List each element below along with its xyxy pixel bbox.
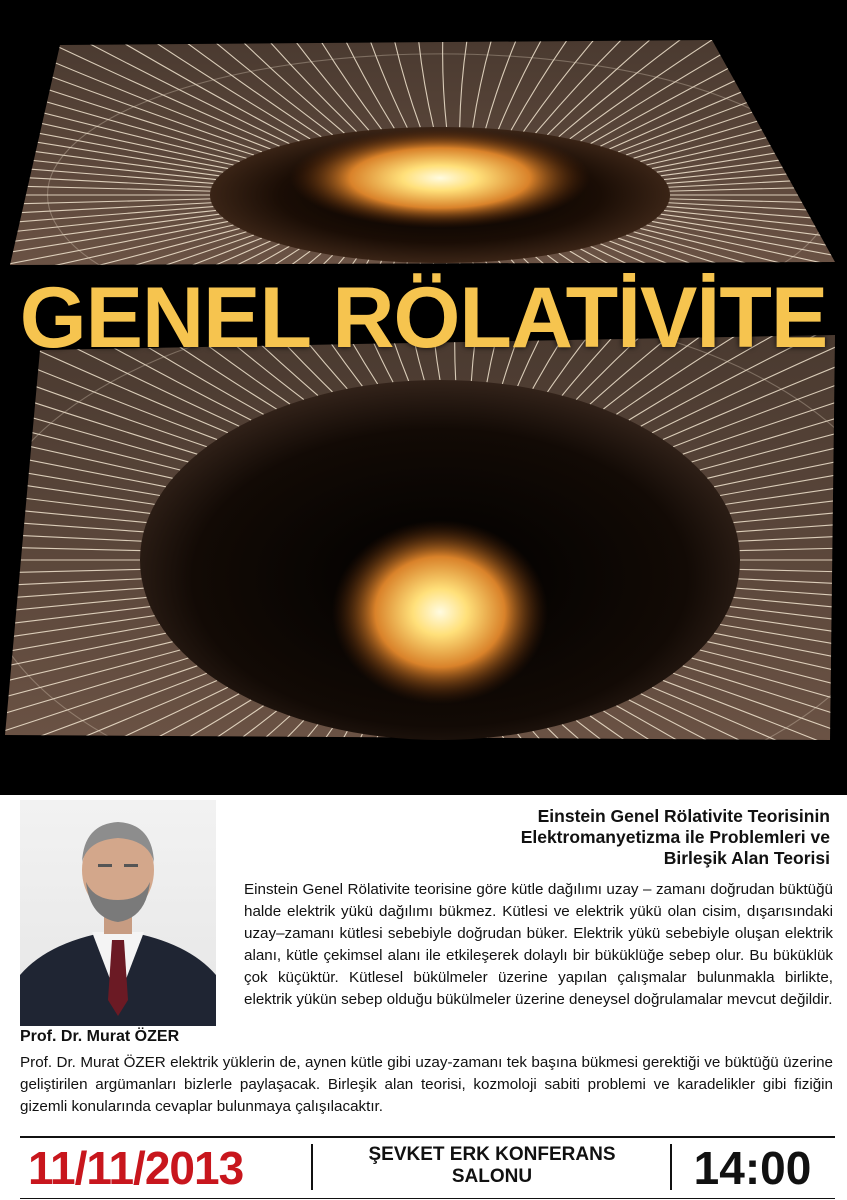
grid-line — [487, 738, 568, 795]
grid-line — [397, 740, 425, 795]
venue-line: SALONU — [451, 1166, 533, 1187]
talk-title — [310, 806, 830, 869]
speaker-photo — [20, 800, 216, 1026]
abstract-text: Einstein Genel Rölativite teorisine göre kütle dağılımı uzay – zamanı doğrudan büktüğü halde elektrik yükü dağılımı bükmez. Kütlesi ve elektrik yükü olan cisim, dışarısındaki uzay–zamanı kütlesi sebebiyle doğrudan büker. Elektrik yükü sebebiyle oluşan elektrik alanı, kütle çekimsel alanı ile etkileşerek dolaylı bir büküklüğe sebep olur. Bu büküklük çok küçüktür. Kütlesel bükülmeler üzerine yapılan çalışmalar bulunmakla birlikte, elektrik yükün sebep olduğu bükülmeler üzerine deneysel doğrulamalar mevcut değildir. — [244, 881, 833, 1008]
event-time: 14:00 — [693, 1142, 812, 1194]
speaker-name: Prof. Dr. Murat ÖZER — [20, 1028, 180, 1045]
headline: GENEL RÖLATİVİTE — [19, 270, 828, 366]
grid-line — [456, 740, 484, 795]
event-date: 11/11/2013 — [28, 1142, 244, 1194]
grid-line — [270, 736, 378, 795]
event-venue — [320, 1144, 664, 1188]
talk-title-line: Birleşik Alan Teorisi — [663, 848, 830, 868]
speaker-portrait — [20, 800, 216, 1026]
grid-line — [440, 740, 450, 795]
grid-line — [146, 728, 332, 795]
grid-line — [228, 734, 363, 795]
grid-line — [518, 734, 653, 795]
grid-line — [187, 731, 348, 795]
talk-title-line: Elektromanyetizma ile Problemleri ve — [520, 827, 830, 847]
lower-galaxy — [332, 520, 548, 704]
upper-galaxy — [290, 128, 590, 228]
grid-line — [354, 739, 408, 795]
grid-line — [533, 731, 694, 795]
footer-divider — [311, 1144, 313, 1190]
grid-line — [312, 738, 393, 795]
grid-line — [471, 739, 525, 795]
summary-text: Prof. Dr. Murat ÖZER elektrik yüklerin de, aynen kütle gibi uzay-zamanı tek başına bükmesi gerektiği ve büktüğü üzerine geliştirilen argümanları bizlerle paylaşacak. Birleşik alan teorisi, kozmoloji sabiti problemi ve karadelikler gibi fiziğin gizemli konularında cevaplar bulunmaya çalışılacaktır. — [20, 1054, 833, 1115]
event-footer — [20, 1136, 835, 1199]
talk-title-line: Einstein Genel Rölativite Teorisinin — [537, 806, 830, 826]
venue-line: ŞEVKET ERK KONFERANS — [368, 1144, 616, 1165]
grid-line — [502, 736, 610, 795]
